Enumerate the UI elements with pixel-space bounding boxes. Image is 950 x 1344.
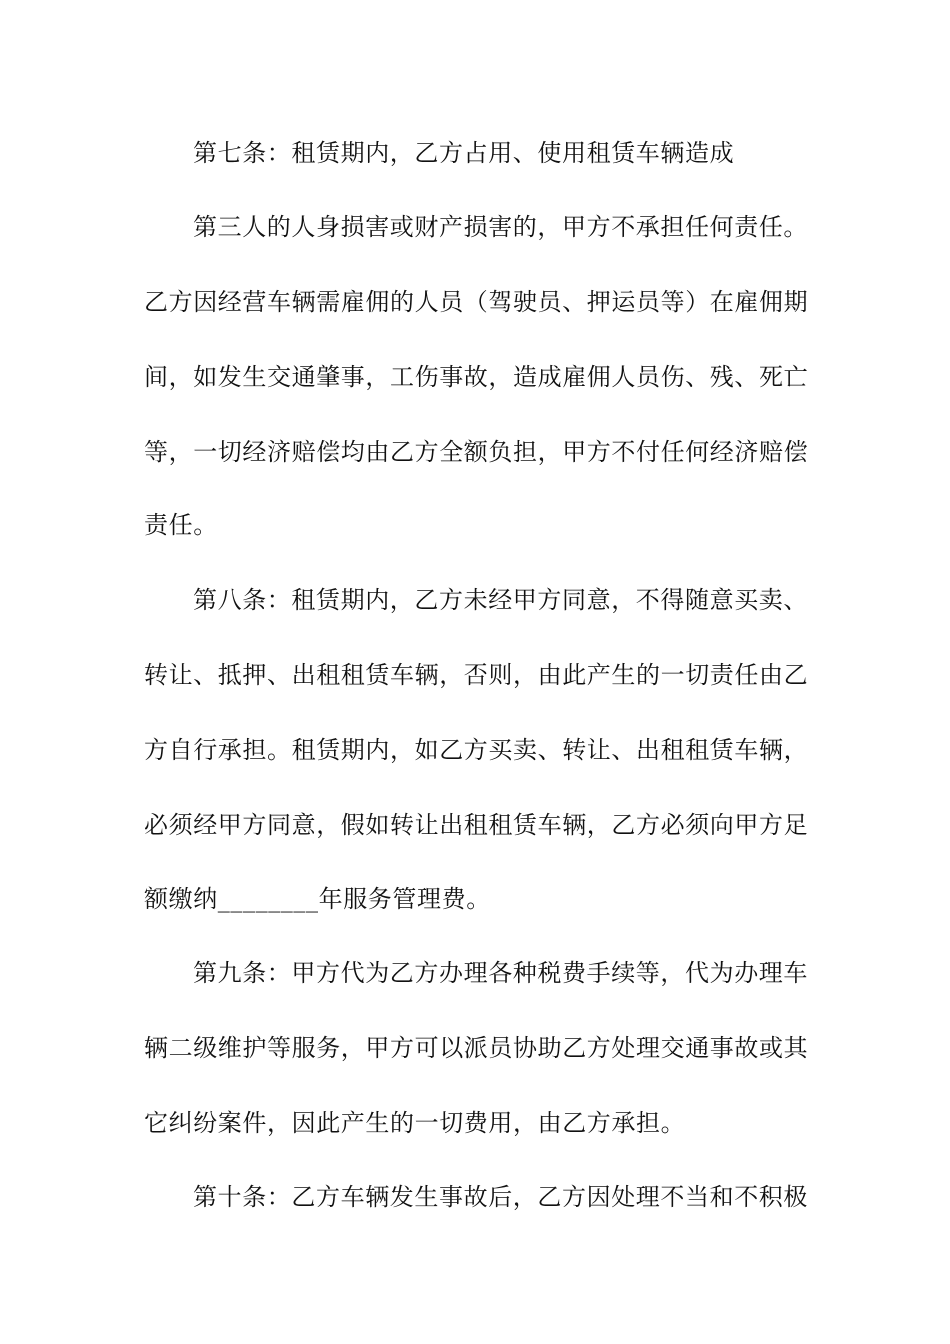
clause-10-line-1: 第十条：乙方车辆发生事故后，乙方因处理不当和不积极 [193, 1183, 808, 1211]
clause-9-line-1: 第九条：甲方代为乙方办理各种税费手续等，代为办理车 [193, 959, 808, 987]
clause-9-line-2: 辆二级维护等服务，甲方可以派员协助乙方处理交通事故或其 [144, 1034, 809, 1062]
clause-8-line-1: 第八条：租赁期内，乙方未经甲方同意，不得随意买卖、 [193, 586, 808, 614]
clause-9-line-3: 它纠纷案件，因此产生的一切费用，由乙方承担。 [144, 1109, 686, 1137]
clause-8-line-5: 额缴纳________年服务管理费。 [144, 885, 491, 913]
clause-7-line-6: 责任。 [144, 511, 218, 539]
clause-7-line-5: 等，一切经济赔偿均由乙方全额负担，甲方不付任何经济赔偿 [144, 438, 809, 466]
clause-7-line-4: 间，如发生交通肇事，工伤事故，造成雇佣人员伤、残、死亡 [144, 363, 809, 391]
clause-8-line-3: 方自行承担。租赁期内，如乙方买卖、转让、出租租赁车辆， [144, 736, 809, 764]
clause-8-line-4: 必须经甲方同意，假如转让出租租赁车辆，乙方必须向甲方足 [144, 811, 809, 839]
clause-8-line-2: 转让、抵押、出租租赁车辆，否则，由此产生的一切责任由乙 [144, 661, 809, 689]
clause-7-line-3: 乙方因经营车辆需雇佣的人员（驾驶员、押运员等）在雇佣期 [144, 288, 809, 316]
clause-7-line-2: 第三人的人身损害或财产损害的，甲方不承担任何责任。 [193, 213, 808, 241]
clause-7-line-1: 第七条：租赁期内，乙方占用、使用租赁车辆造成 [193, 139, 735, 167]
